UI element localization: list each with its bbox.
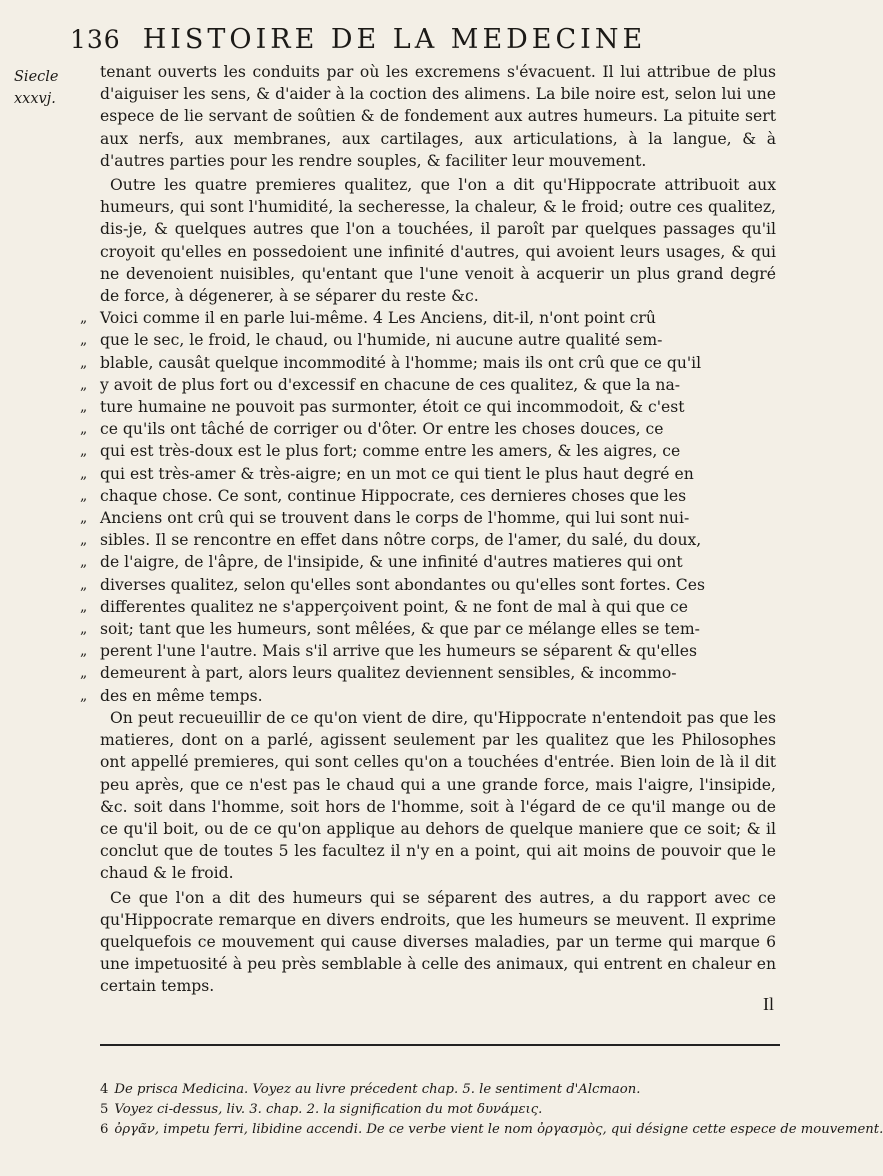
footnote xyxy=(100,1100,776,1120)
quote-text: que le sec, le froid, le chaud, ou l'humide, ni aucune autre qualité sem- xyxy=(100,331,663,350)
quote-line xyxy=(80,352,776,374)
footnotes xyxy=(100,1080,883,1140)
quote-text: qui est très-doux est le plus fort; comme entre les amers, & les aigres, ce xyxy=(100,442,681,461)
quote-mark: „ xyxy=(80,332,88,349)
footnote-text: ὀργᾶν, impetu ferri, libidine accendi. De ce verbe vient le nom ὀργασμὸς, qui désigne cette espece de mouvement. xyxy=(114,1122,883,1137)
quote-text: chaque chose. Ce sont, continue Hippocrate, ces dernieres choses que les xyxy=(100,486,687,505)
quote-text: Anciens ont crû qui se trouvent dans le corps de l'homme, qui lui sont nui- xyxy=(100,509,690,528)
quote-text: sibles. Il se rencontre en effet dans nôtre corps, de l'amer, du salé, du doux, xyxy=(100,531,702,550)
paragraph: tenant ouverts les conduits par où les excremens s'évacuent. Il lui attribue de plus d'aiguiser les sens, & d'aider à la coction des alimens. La bile noire est, selon lui une espece de lie servant de soûtien & de fondement aux autres humeurs. La pituite sert aux nerfs, aux membranes, aux cartilages, aux articulations, à la langue, & à d'autres parties pour les rendre souples, & faciliter leur mouvement. xyxy=(100,63,776,170)
quote-text: y avoit de plus fort ou d'excessif en chacune de ces qualitez, & que la na- xyxy=(100,375,681,394)
quote-line xyxy=(80,551,776,573)
quote-mark: „ xyxy=(80,310,88,327)
quote-text: blable, causât quelque incommodité à l'homme; mais ils ont crû que ce qu'il xyxy=(100,353,702,372)
quote-mark: „ xyxy=(80,665,88,682)
footnote xyxy=(100,1080,776,1100)
quote-mark: „ xyxy=(80,687,88,704)
quote-text: de l'aigre, de l'âpre, de l'insipide, & une infinité d'autres matieres qui ont xyxy=(100,553,683,572)
quote-line xyxy=(80,396,776,418)
quote-mark: „ xyxy=(80,354,88,371)
quote-line xyxy=(80,418,776,440)
quote-line xyxy=(80,440,776,462)
quote-line xyxy=(80,485,776,507)
quote-mark: „ xyxy=(80,554,88,571)
paragraph: Outre les quatre premieres qualitez, que l'on a dit qu'Hippocrate attribuoit aux humeurs, qui sont l'humidité, la secheresse, la chaleur, & le froid; outre ces qualitez, dis-je, & quelques autres que l'on a touchées, il paroît par quelques passages qu'il croyoit qu'elles en possedoient une infinité d'autres, qui avoient leurs usages, & qui ne devenoient nuisibles, qu'entant que l'une venoit à acquerir un plus grand degré de force, à dégenerer, à se séparer du reste &c. xyxy=(100,176,776,306)
footnote xyxy=(100,1120,883,1140)
footnote-number: 5 xyxy=(100,1102,109,1117)
footnote-text: Voyez ci-dessus, liv. 3. chap. 2. la signification du mot δυνάμεις. xyxy=(114,1102,543,1117)
quote-text: perent l'une l'autre. Mais s'il arrive que les humeurs se séparent & qu'elles xyxy=(100,642,697,661)
quotation-block xyxy=(80,307,776,707)
quote-mark: „ xyxy=(80,421,88,438)
quote-mark: „ xyxy=(80,443,88,460)
margin-note xyxy=(14,66,78,110)
quote-line xyxy=(80,574,776,596)
paragraph: Ce que l'on a dit des humeurs qui se séparent des autres, a du rapport avec ce qu'Hippocrate remarque en divers endroits, que les humeurs se meuvent. Il exprime quelquefois ce mouvement qui cause diverses maladies, par un terme qui marque 6 une impetuosité à peu près semblable à celle des animaux, qui entrent en chaleur en certain temps. xyxy=(100,888,776,996)
footnote-number: 6 xyxy=(100,1122,109,1137)
quote-line xyxy=(80,640,776,662)
quote-line xyxy=(80,596,776,618)
main-text xyxy=(80,61,776,998)
quote-mark: „ xyxy=(80,399,88,416)
quote-line xyxy=(80,507,776,529)
paragraph: On peut recueuillir de ce qu'on vient de dire, qu'Hippocrate n'entendoit pas que les matieres, dont on a parlé, agissent seulement par les qualitez que les Philosophes ont appellé premieres, qui sont celles qu'on a touchées d'entrée. Bien loin de là il dit peu après, que ce n'est pas le chaud qui a une grande force, mais l'aigre, l'insipide, &c. soit dans l'homme, soit hors de l'homme, soit à l'égard de ce qu'il mange ou de ce qu'il boit, ou de ce qu'on applique au dehors de quelque maniere que ce soit; & il conclut que de toutes 5 les facultez il n'y en a point, qui ait moins de pouvoir que le chaud & le froid. xyxy=(100,708,776,883)
quote-text: demeurent à part, alors leurs qualitez deviennent sensibles, & incommo- xyxy=(100,664,677,683)
quote-line xyxy=(80,662,776,684)
quote-text: qui est très-amer & très-aigre; en un mot ce qui tient le plus haut degré en xyxy=(100,464,694,483)
quote-line xyxy=(80,529,776,551)
quote-mark: „ xyxy=(80,576,88,593)
page-header xyxy=(70,24,770,55)
quote-line xyxy=(80,374,776,396)
footnote-rule xyxy=(100,1044,780,1046)
quote-line xyxy=(80,618,776,640)
quote-mark: „ xyxy=(80,621,88,638)
quote-mark: „ xyxy=(80,465,88,482)
margin-note-line: xxxvj. xyxy=(14,91,56,107)
quote-text: ture humaine ne pouvoit pas surmonter, étoit ce qui incommodoit, & c'est xyxy=(100,398,685,417)
quote-line xyxy=(80,329,776,351)
quote-mark: „ xyxy=(80,510,88,527)
quote-text: Voici comme il en parle lui-même. 4 Les Anciens, dit-il, n'ont point crû xyxy=(100,309,656,328)
quote-text: ce qu'ils ont tâché de corriger ou d'ôter. Or entre les choses douces, ce xyxy=(100,420,664,439)
quote-mark: „ xyxy=(80,376,88,393)
quote-mark: „ xyxy=(80,598,88,615)
quote-text: soit; tant que les humeurs, sont mêlées, & que par ce mélange elles se tem- xyxy=(100,620,700,639)
footnote-number: 4 xyxy=(100,1082,109,1097)
quote-text: des en même temps. xyxy=(100,686,263,705)
running-title: HISTOIRE DE LA MEDECINE xyxy=(142,24,647,55)
catchword: Il xyxy=(763,994,774,1014)
page-number: 136 xyxy=(70,25,121,54)
quote-text: differentes qualitez ne s'apperçoivent point, & ne font de mal à qui que ce xyxy=(100,597,688,616)
quote-mark: „ xyxy=(80,487,88,504)
footnote-text: De prisca Medicina. Voyez au livre précedent chap. 5. le sentiment d'Alcmaon. xyxy=(114,1082,641,1097)
quote-line xyxy=(80,685,776,707)
margin-note-line: Siecle xyxy=(14,69,59,85)
quote-line xyxy=(80,463,776,485)
quote-mark: „ xyxy=(80,532,88,549)
quote-text: diverses qualitez, selon qu'elles sont abondantes ou qu'elles sont fortes. Ces xyxy=(100,575,705,594)
quote-line xyxy=(80,307,776,329)
quote-mark: „ xyxy=(80,643,88,660)
